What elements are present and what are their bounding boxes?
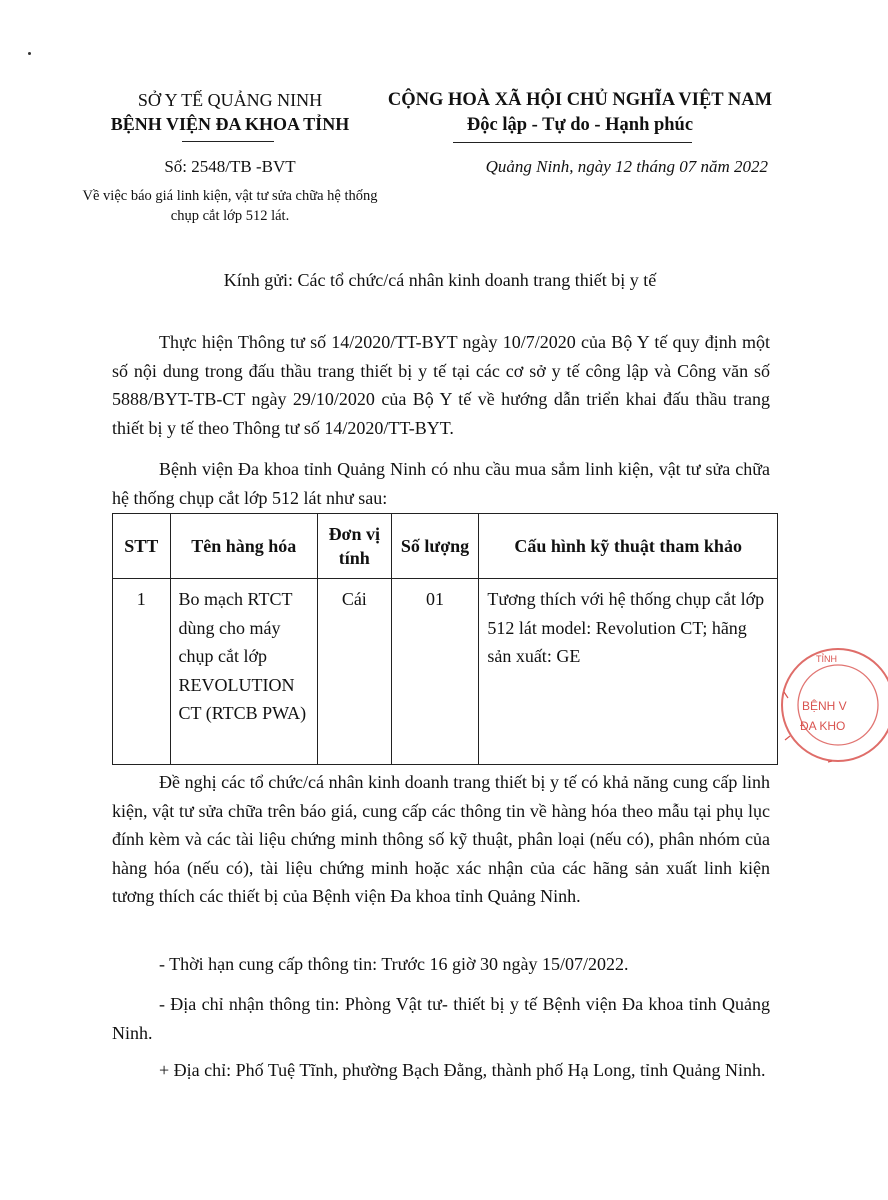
header-quantity: Số lượng (391, 514, 479, 579)
document-number: Số: 2548/TB -BVT (164, 157, 296, 176)
official-stamp (768, 640, 888, 770)
paragraph-deadline: - Thời hạn cung cấp thông tin: Trước 16 giờ 30 ngày 15/07/2022. (159, 954, 629, 974)
paragraph-request: Đề nghị các tổ chức/cá nhân kinh doanh trang thiết bị y tế có khả năng cung cấp linh kiện, vật tư sửa chữa trên báo giá, cung cấp các thông tin về hàng hóa theo mẫu tại phụ lục đính kèm và các tài liệu chứng minh thông số kỹ thuật, phân loại (nếu có), phân nhóm của hàng hóa (nếu có), tài liệu chứng minh hoặc xác nhận của các hãng sản xuất linh kiện tương thích các thiết bị của Bệnh viện Đa khoa tỉnh Quảng Ninh. (112, 772, 770, 906)
cell-unit: Cái (317, 579, 391, 765)
stamp-text-line2: ĐA KHO (800, 719, 846, 733)
paragraph-legal-basis: Thực hiện Thông tư số 14/2020/TT-BYT ngày 10/7/2020 của Bộ Y tế quy định một số nội dung trong đấu thầu trang thiết bị y tế tại các cơ sở y tế công lập và Công văn số 5888/BYT-TB-CT ngày 29/10/2020 của Bộ Y tế về hướng dẫn triển khai đấu thầu trang thiết bị y tế theo Thông tư số 14/2020/TT-BYT. (112, 332, 770, 438)
paragraph-purchase-need: Bệnh viện Đa khoa tỉnh Quảng Ninh có nhu cầu mua sắm linh kiện, vật tư sửa chữa hệ thống chụp cắt lớp 512 lát như sau: (112, 459, 770, 508)
hospital-name: BỆNH VIỆN ĐA KHOA TỈNH (110, 114, 350, 134)
recipient-line: Kính gửi: Các tổ chức/cá nhân kinh doanh trang thiết bị y tế (223, 270, 657, 290)
header-stt: STT (113, 514, 171, 579)
stamp-text-top: TỈNH (816, 654, 837, 664)
country-name: CỘNG HOÀ XÃ HỘI CHỦ NGHĨA VIỆT NAM (387, 90, 773, 110)
motto-underline (453, 142, 692, 143)
issuer-underline (182, 141, 274, 142)
national-header (380, 88, 780, 138)
header-unit: Đơn vị tính (317, 514, 391, 579)
national-motto: Độc lập - Tự do - Hạnh phúc (466, 115, 694, 135)
cell-stt: 1 (113, 579, 171, 765)
paragraph-address: + Địa chỉ: Phố Tuệ Tĩnh, phường Bạch Đằng, thành phố Hạ Long, tỉnh Quảng Ninh. (159, 1060, 766, 1080)
document-date: Quảng Ninh, ngày 12 tháng 07 năm 2022 (485, 157, 768, 176)
issuer-header (80, 88, 380, 136)
department-name: SỞ Y TẾ QUẢNG NINH (137, 90, 323, 110)
header-spec: Cấu hình kỹ thuật tham khảo (479, 514, 778, 579)
stamp-text-line1: BỆNH V (802, 699, 847, 713)
paragraph-receiving-office: - Địa chỉ nhận thông tin: Phòng Vật tư- thiết bị y tế Bệnh viện Đa khoa tỉnh Quảng Ninh. (112, 994, 770, 1043)
header-item-name: Tên hàng hóa (170, 514, 317, 579)
scan-speck (28, 52, 31, 55)
items-table (112, 513, 778, 765)
cell-item-name: Bo mạch RTCT dùng cho máy chụp cắt lớp REVOLUTION CT (RTCB PWA) (170, 579, 317, 765)
cell-quantity: 01 (391, 579, 479, 765)
table-row (113, 579, 778, 765)
cell-spec: Tương thích với hệ thống chụp cắt lớp 512 lát model: Revolution CT; hãng sản xuất: GE (479, 579, 778, 765)
table-header-row (113, 514, 778, 579)
document-subject: Về việc báo giá linh kiện, vật tư sửa chữa hệ thống chụp cắt lớp 512 lát. (82, 188, 378, 224)
